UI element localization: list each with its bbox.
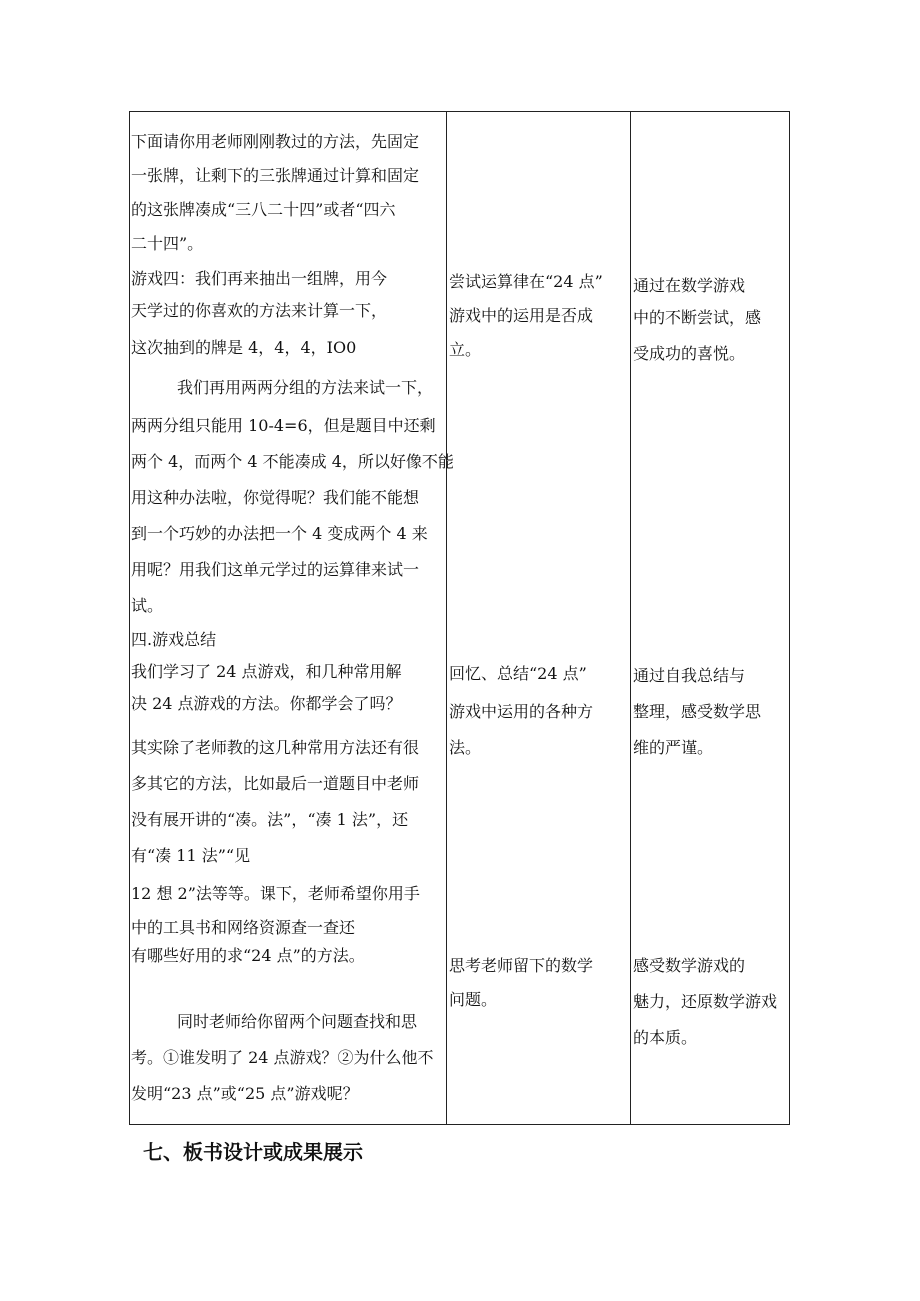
text-line: 12 想 2”法等等。课下，老师希望你用手 [131, 884, 420, 903]
text-line: 通过在数学游戏 [633, 276, 746, 295]
text-line: 中的不断尝试，感 [633, 308, 762, 327]
text-line: 中的工具书和网络资源查一查还 [131, 918, 356, 937]
text-line: 回忆、总结“24 点” [449, 664, 587, 683]
text-line: 一张牌，让剩下的三张牌通过计算和固定 [131, 166, 420, 185]
text-line: 感受数学游戏的 [633, 956, 746, 975]
text-line: 通过自我总结与 [633, 666, 746, 685]
text-line: 游戏中的运用是否成 [449, 306, 594, 325]
column-divider [630, 112, 631, 1124]
text-line: 游戏四：我们再来抽出一组牌，用今 [131, 269, 388, 288]
text-line: 同时老师给你留两个问题查找和思 [177, 1012, 418, 1031]
text-line: 用这种办法啦，你觉得呢？我们能不能想 [131, 488, 420, 507]
text-line: 到一个巧妙的办法把一个 4 变成两个 4 来 [131, 524, 428, 543]
section-title: 四.游戏总结 [131, 630, 217, 649]
text-line: 多其它的方法，比如最后一道题目中老师 [131, 774, 420, 793]
text-line: 思考老师留下的数学 [449, 956, 594, 975]
text-line: 考。①谁发明了 24 点游戏？②为什么他不 [131, 1048, 434, 1067]
lesson-table [129, 111, 790, 1125]
text-line: 的本质。 [633, 1028, 698, 1047]
text-line: 有哪些好用的求“24 点”的方法。 [131, 946, 365, 965]
text-line: 尝试运算律在“24 点” [449, 272, 603, 291]
text-line: 试。 [131, 596, 164, 615]
column-divider [446, 112, 447, 1124]
text-line: 两个 4，而两个 4 不能凑成 4，所以好像不能 [131, 452, 454, 471]
text-line: 决 24 点游戏的方法。你都学会了吗？ [131, 694, 402, 713]
text-line: 天学过的你喜欢的方法来计算一下， [131, 301, 388, 320]
text-line: 的这张牌凑成“三八二十四”或者“四六 [131, 200, 396, 219]
text-line: 用呢？用我们这单元学过的运算律来试一 [131, 560, 420, 579]
text-line: 有“凑 11 法”“见 [131, 846, 251, 865]
text-line: 我们学习了 24 点游戏，和几种常用解 [131, 662, 402, 681]
text-line: 发明“23 点”或“25 点”游戏呢？ [131, 1084, 359, 1103]
text-line: 魅力，还原数学游戏 [633, 992, 778, 1011]
text-line: 游戏中运用的各种方 [449, 702, 594, 721]
text-line: 问题。 [449, 990, 498, 1009]
text-line: 两两分组只能用 10-4=6，但是题目中还剩 [131, 416, 436, 435]
text-line: 这次抽到的牌是 4，4，4，IO0 [131, 338, 357, 357]
text-line: 维的严谨。 [633, 738, 714, 757]
text-line: 我们再用两两分组的方法来试一下， [177, 378, 434, 397]
text-line: 受成功的喜悦。 [633, 344, 746, 363]
section-heading: 七、板书设计或成果展示 [143, 1140, 363, 1164]
text-line: 法。 [449, 738, 482, 757]
text-line: 整理，感受数学思 [633, 702, 762, 721]
text-line: 没有展开讲的“凑。法”，“凑 1 法”，还 [131, 810, 409, 829]
text-line: 立。 [449, 340, 482, 359]
text-line: 其实除了老师教的这几种常用方法还有很 [131, 738, 420, 757]
text-line: 二十四”。 [131, 234, 204, 253]
text-line: 下面请你用老师刚刚教过的方法，先固定 [131, 132, 420, 151]
